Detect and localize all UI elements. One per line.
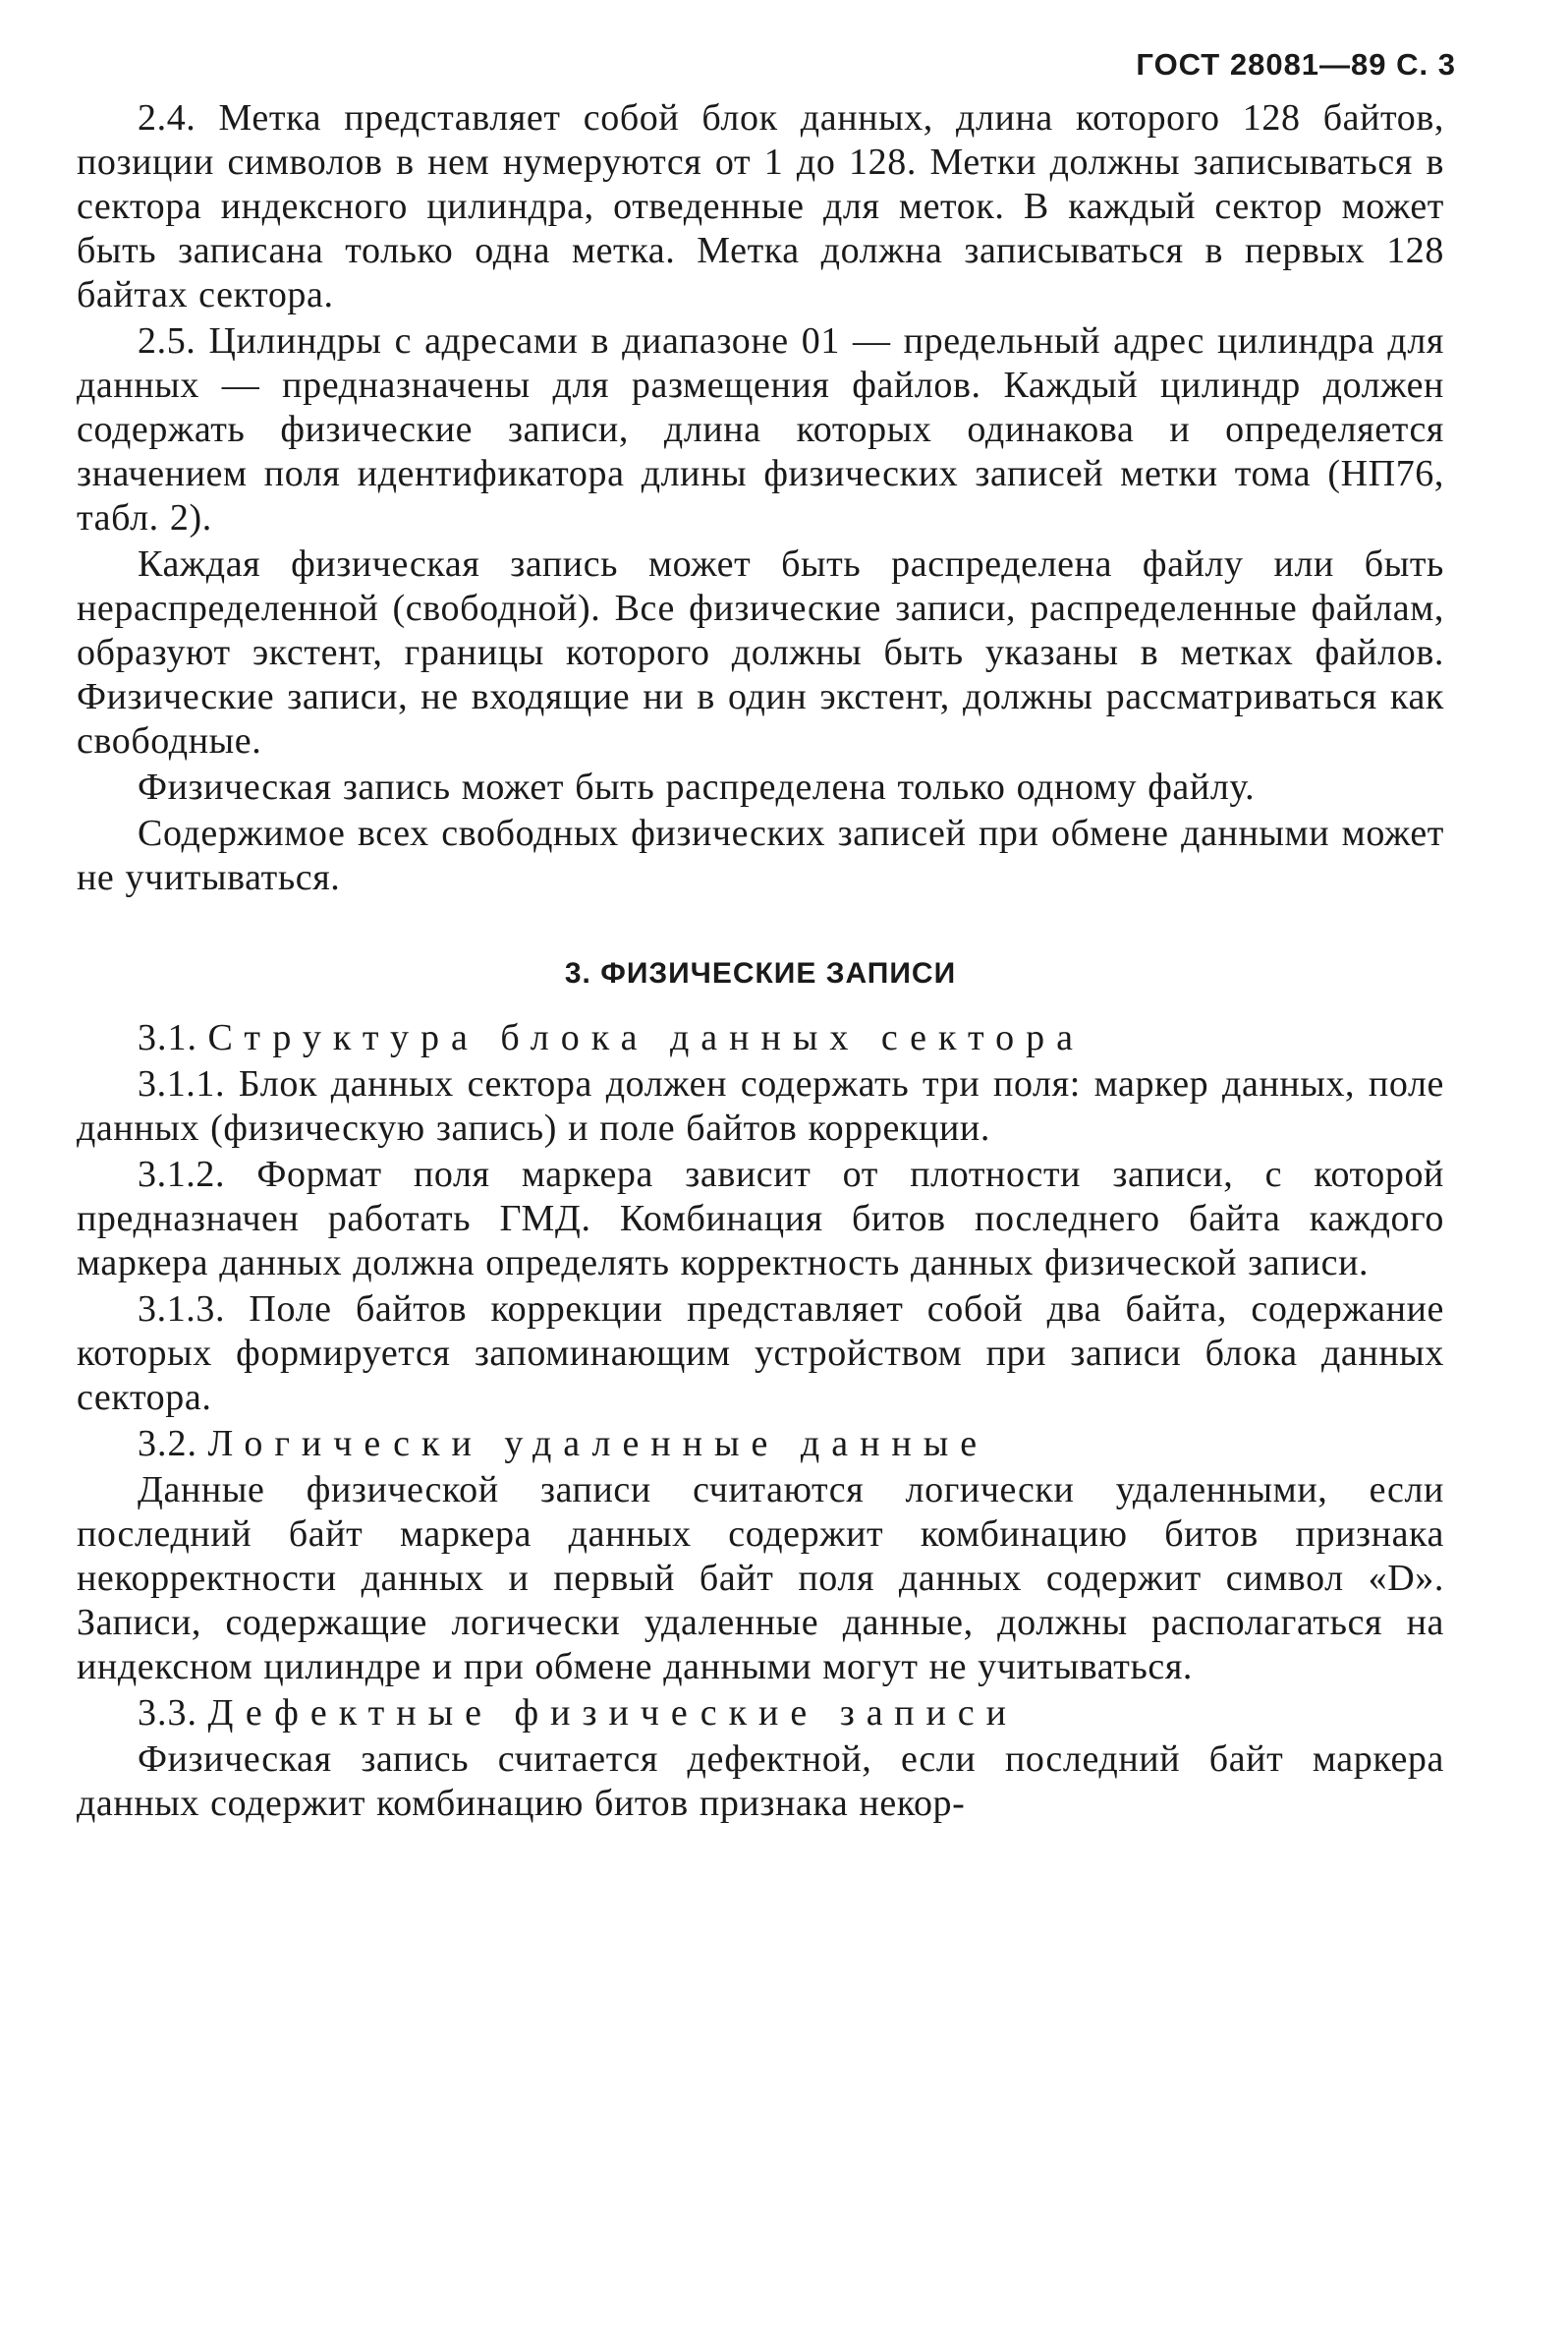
document-page xyxy=(77,47,1456,1828)
paragraph-3-2: Данные физической записи считаются логически удаленными, если последний байт маркера данных содержит комбинацию битов признака некорректности данных и первый байт поля данных содержит символ «D». Записи, содержащие логически удаленные данные, должны располагаться на индексном цилиндре и при обмене данными могут не учитываться. xyxy=(77,1469,1444,1687)
subsection-3-3-heading xyxy=(77,1691,1444,1736)
paragraph-free-records: Содержимое всех свободных физических записей при обмене данными может не учитываться. xyxy=(77,813,1444,898)
subsection-3-2-title: Логически удаленные данные xyxy=(207,1423,989,1464)
subsection-3-1-heading xyxy=(77,1016,1444,1060)
paragraph-extent: Каждая физическая запись может быть распределена файлу или быть нераспределенной (свободной). Все физические записи, распределенные файлам, образуют экстент, границы которого должны быть указаны в метках файлов. Физические записи, не входящие ни в один экстент, должны рассматриваться как свободные. xyxy=(77,543,1444,762)
subsection-3-2-number: 3.2. xyxy=(138,1423,197,1464)
paragraph-3-1-2: 3.1.2. Формат поля маркера зависит от плотности записи, с которой предназначен работать ГМД. Комбинация битов последнего байта каждого маркера данных должна определять корректность данных физической записи. xyxy=(77,1154,1444,1283)
running-header: ГОСТ 28081—89 С. 3 xyxy=(1136,47,1456,82)
subsection-3-1-title: Структура блока данных сектора xyxy=(207,1017,1085,1058)
paragraph-3-3: Физическая запись считается дефектной, если последний байт маркера данных содержит комбинацию битов признака некор- xyxy=(77,1738,1444,1824)
subsection-3-3-number: 3.3. xyxy=(138,1692,197,1734)
section-3-heading: 3. ФИЗИЧЕСКИЕ ЗАПИСИ xyxy=(564,957,957,990)
subsection-3-1-number: 3.1. xyxy=(138,1017,197,1058)
subsection-3-3-title: Дефектные физические записи xyxy=(207,1692,1019,1734)
paragraph-2-4: 2.4. Метка представляет собой блок данных, длина которого 128 байтов, позиции символов в нем нумеруются от 1 до 128. Метки должны записываться в сектора индексного цилиндра, отведенные для меток. В каждый сектор может быть записана только одна метка. Метка должна записываться в первых 128 байтах сектора. xyxy=(77,97,1444,315)
paragraph-3-1-1: 3.1.1. Блок данных сектора должен содержать три поля: маркер данных, поле данных (физическую запись) и поле байтов коррекции. xyxy=(77,1063,1444,1149)
paragraph-2-5: 2.5. Цилиндры с адресами в диапазоне 01 — предельный адрес цилиндра для данных — предназначены для размещения файлов. Каждый цилиндр должен содержать физические записи, длина которых одинакова и определяется значением поля идентификатора длины физических записей метки тома (НП76, табл. 2). xyxy=(77,320,1444,539)
paragraph-3-1-3: 3.1.3. Поле байтов коррекции представляет собой два байта, содержание которых формируется запоминающим устройством при записи блока данных сектора. xyxy=(77,1288,1444,1418)
paragraph-one-file: Физическая запись может быть распределена только одному файлу. xyxy=(138,767,1256,808)
subsection-3-2-heading xyxy=(77,1422,1444,1466)
